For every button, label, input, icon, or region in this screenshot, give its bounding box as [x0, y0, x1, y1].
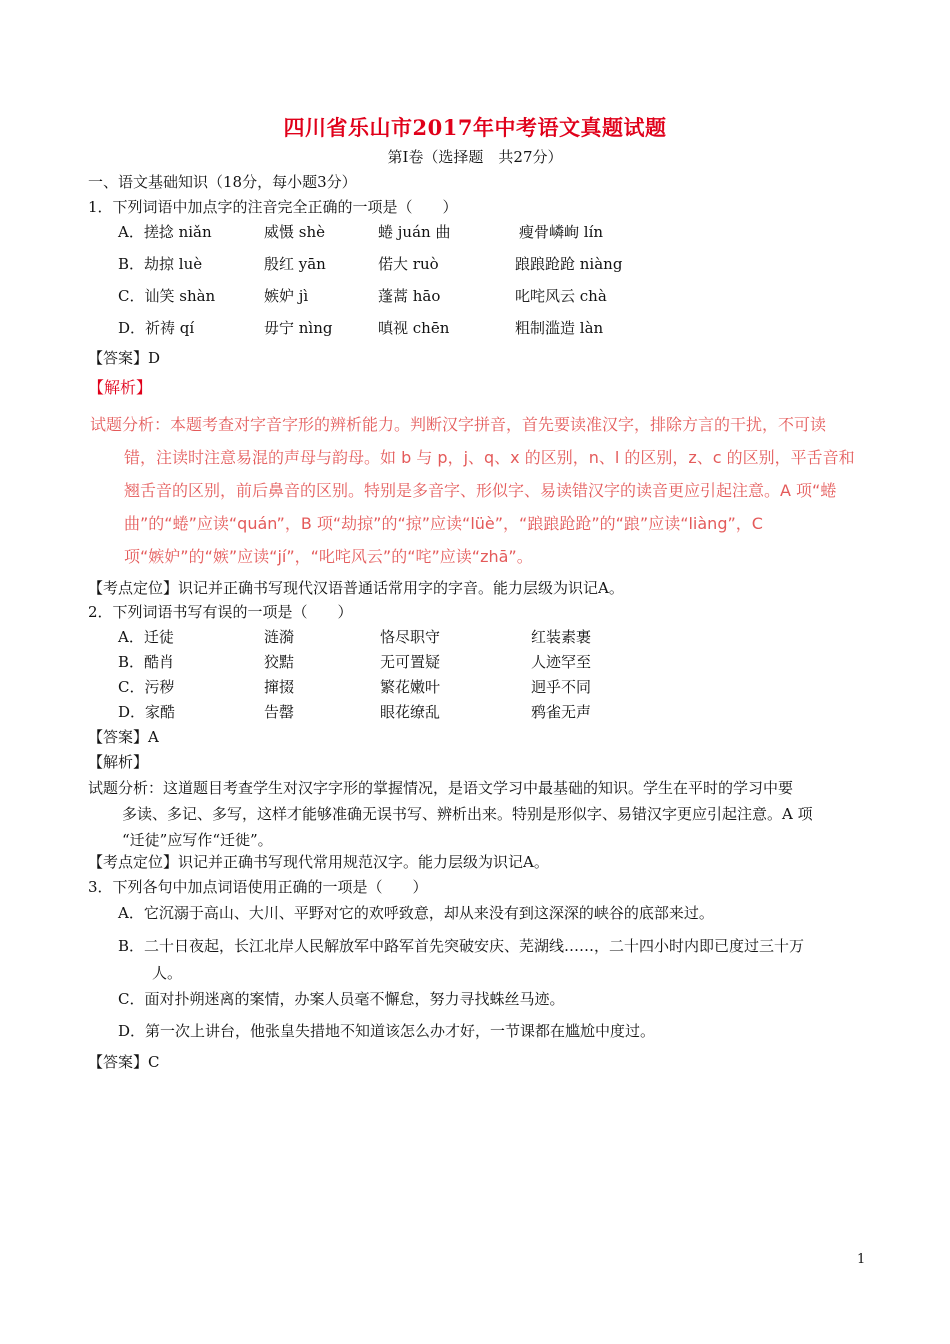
q2-analysis-text	[88, 775, 878, 853]
q3-option-b: B．二十日夜起，长江北岸人民解放军中路军首先突破安庆、芜湖线……，二十四小时内即已度过三十万	[118, 937, 805, 955]
q3-option-c: C．面对扑朔迷离的案情，办案人员毫不懈怠，努力寻找蛛丝马迹。	[118, 990, 565, 1008]
q1-analysis-line: 曲”的“蜷”应读“quán”，B 项“劫掠”的“掠”应读“lüè”，“踉踉跄跄”的“踉”应读“liàng”，C	[124, 514, 763, 533]
page-number: 1	[857, 1252, 866, 1267]
q2-option-b-word-3: 无可置疑	[380, 653, 441, 671]
q2-answer: 【答案】A	[88, 728, 159, 746]
q2-analysis-line: 多读、多记、多写，这样才能够准确无误书写、辨析出来。特别是形似字、易错汉字更应引起注意。A 项	[122, 805, 813, 823]
q1-option-d-word-2: 毋宁 nìng	[264, 319, 333, 337]
q1-kaodian: 【考点定位】识记并正确书写现代汉语普通话常用字的字音。能力层级为识记A。	[88, 579, 624, 597]
q1-option-b-word-1: B．劫掠 luè	[118, 255, 203, 273]
q1-analysis-line: 项“嫉妒”的“嫉”应读“jí”，“叱咤风云”的“咤”应读“zhā”。	[124, 547, 533, 566]
q1-option-c-word-2: 嫉妒 jì	[264, 287, 309, 305]
question-2-stem: 2．下列词语书写有误的一项是（ ）	[88, 603, 353, 621]
q3-option-d: D．第一次上讲台，他张皇失措地不知道该怎么办才好，一节课都在尴尬中度过。	[118, 1022, 656, 1040]
q1-option-c-word-4: 叱咤风云 chà	[515, 287, 607, 305]
q1-option-a-word-2: 威慑 shè	[264, 223, 326, 241]
q1-option-a-word-4: 瘦骨嶙峋 lín	[519, 223, 604, 241]
q2-option-d-word-1: D．家酷	[118, 703, 176, 721]
q1-option-c-word-3: 蓬蒿 hāo	[378, 287, 441, 305]
section-heading: 一、语文基础知识（18分，每小题3分）	[88, 173, 357, 191]
q1-option-a-word-1: A．搓捻 niǎn	[118, 223, 212, 241]
q1-analysis-line: 翘舌音的区别，前后鼻音的区别。特别是多音字、形似字、易读错汉字的读音更应引起注意。A 项“蜷	[124, 481, 837, 500]
q2-option-a-word-4: 红装素裹	[531, 628, 592, 646]
q3-option-a: A．它沉溺于高山、大川、平野对它的欢呼致意，却从来没有到这深深的峡谷的底部来过。	[118, 904, 714, 922]
q2-option-b-word-1: B．酷肖	[118, 653, 175, 671]
page-title: 四川省乐山市2017年中考语文真题试题	[283, 115, 667, 140]
q2-option-c-word-2: 撺掇	[264, 678, 295, 696]
q2-analysis-heading: 【解析】	[88, 753, 149, 771]
section-subtitle: 第Ⅰ卷（选择题 共27分）	[387, 148, 563, 166]
q2-option-d-word-2: 告罄	[264, 703, 295, 721]
q2-option-b-word-4: 人迹罕至	[531, 653, 592, 671]
q1-option-a-word-3: 蜷 juán 曲	[378, 223, 451, 241]
question-3-stem: 3．下列各句中加点词语使用正确的一项是（ ）	[88, 878, 428, 896]
q1-option-d-word-1: D．祈祷 qí	[118, 319, 195, 337]
q2-analysis-line: “迁徒”应写作“迁徙”。	[122, 831, 273, 849]
q1-analysis-line: 试题分析：本题考查对字音字形的辨析能力。判断汉字拼音，首先要读准汉字，排除方言的干扰，不可读	[90, 415, 827, 434]
q2-option-d-word-4: 鸦雀无声	[531, 703, 592, 721]
q2-option-a-word-2: 涟漪	[264, 628, 295, 646]
q2-kaodian: 【考点定位】识记并正确书写现代常用规范汉字。能力层级为识记A。	[88, 853, 549, 871]
q1-analysis-text	[90, 408, 880, 573]
q3-option-b-cont: 人。	[152, 964, 183, 982]
q1-option-b-word-4: 踉踉跄跄 niàng	[515, 255, 623, 273]
q2-option-c-word-1: C．污秽	[118, 678, 175, 696]
q1-analysis-heading: 【解析】	[88, 378, 153, 397]
q2-option-a-word-1: A．迁徒	[118, 628, 174, 646]
q1-answer: 【答案】D	[88, 349, 161, 367]
q1-option-d-word-4: 粗制滥造 làn	[515, 319, 604, 337]
q2-option-c-word-4: 迥乎不同	[531, 678, 592, 696]
q1-analysis-line: 错，注读时注意易混的声母与韵母。如 b 与 p，j、q、x 的区别，n、l 的区别，z、c 的区别，平舌音和	[124, 448, 855, 467]
q3-answer: 【答案】C	[88, 1053, 160, 1071]
q2-option-d-word-3: 眼花缭乱	[380, 703, 441, 721]
q1-option-c-word-1: C．讪笑 shàn	[118, 287, 216, 305]
q1-option-d-word-3: 嗔视 chēn	[378, 319, 450, 337]
question-1-stem: 1．下列词语中加点字的注音完全正确的一项是（ ）	[88, 198, 458, 216]
q2-option-b-word-2: 狡黠	[264, 653, 295, 671]
q1-option-b-word-3: 偌大 ruò	[378, 255, 439, 273]
q2-option-c-word-3: 繁花嫩叶	[380, 678, 441, 696]
q1-option-b-word-2: 殷红 yān	[264, 255, 326, 273]
q2-option-a-word-3: 恪尽职守	[380, 628, 441, 646]
q2-analysis-line: 试题分析：这道题目考查学生对汉字字形的掌握情况，是语文学习中最基础的知识。学生在平时的学习中要	[88, 779, 794, 797]
